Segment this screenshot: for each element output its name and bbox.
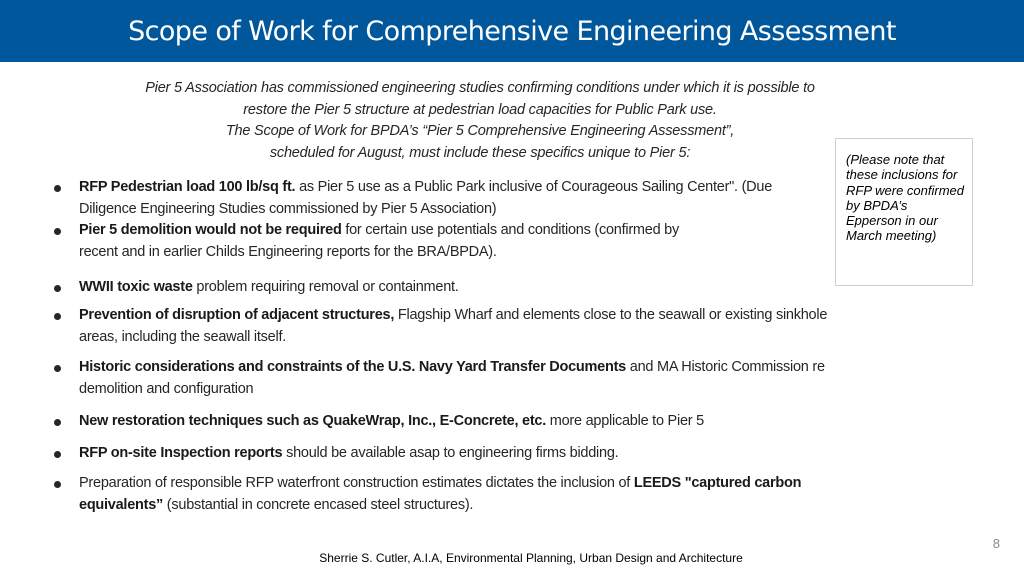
bullet-text: as Pier 5 use as a Public Park inclusive of Courageous Sailing Center". (Due Diligence Engineering Studies commissioned by Pier 5 Association) [79,179,773,217]
list-item [50,473,829,516]
bullet-text: problem requiring removal or containment. [192,279,459,295]
note-callout-box [835,138,973,286]
bullet-bold: WWII toxic waste [79,279,193,295]
bullet-bold: Historic considerations and constraints of the U.S. Navy Yard Transfer Documents [79,359,626,375]
bullet-icon [54,313,61,320]
slide-title: Scope of Work for Comprehensive Engineering Assessment [128,15,896,47]
intro-line: Pier 5 Association has commissioned engineering studies confirming conditions under which it is possible to [145,80,815,96]
bullet-text: (substantial in concrete encased steel structures). [163,496,474,513]
bullet-bold: RFP Pedestrian load 100 lb/sq ft. [79,179,296,195]
bullet-icon [54,185,61,192]
bullet-lead: Preparation of responsible RFP waterfront construction estimates dictates the inclusion of [79,475,634,491]
bullet-text: should be available asap to engineering firms bidding. [282,445,619,461]
bullet-bold: Prevention of disruption of adjacent structures, [79,307,395,323]
bullet-icon [54,228,61,235]
bullet-icon [54,365,61,372]
bullet-bold: LEEDS "captured carbon equivalents” [79,475,802,513]
bullet-icon [54,285,61,292]
intro-line: The Scope of Work for BPDA’s “Pier 5 Comprehensive Engineering Assessment”, [225,123,735,139]
list-item [50,177,779,220]
intro-line: restore the Pier 5 structure at pedestrian load capacities for Public Park use. [243,101,717,118]
bullet-text: more applicable to Pier 5 [546,413,704,429]
bullet-bold: RFP on-site Inspection reports [79,445,283,461]
intro-paragraph [40,78,920,164]
list-item [50,443,869,465]
note-text: (Please note that these inclusions for RFP were confirmed by BPDA’s Epperson in our March meeting) [846,152,964,244]
bullet-icon [54,419,61,426]
bullet-text: and MA Historic Commission re demolition and configuration [79,359,825,397]
bullet-icon [54,481,61,488]
list-item [50,357,849,400]
intro-line: scheduled for August, must include these specifics unique to Pier 5: [269,144,691,161]
list-item [50,220,719,263]
bullet-text: Flagship Wharf and elements close to the seawall or existing sinkhole areas, including the seawall itself. [79,307,828,345]
page-number: 8 [992,536,1000,551]
bullet-bold: Pier 5 demolition would not be required [79,222,342,238]
list-item [50,411,869,433]
footer-credit: Sherrie S. Cutler, A.I.A, Environmental Planning, Urban Design and Architecture [319,551,743,565]
slide-title-bar [0,0,1024,62]
list-item [50,277,869,299]
bullet-bold: New restoration techniques such as QuakeWrap, Inc., E-Concrete, etc. [79,413,547,429]
bullet-text: for certain use potentials and conditions (confirmed by recent and in earlier Childs Engineering reports for the BRA/BPDA). [79,222,679,260]
list-item [50,305,869,348]
bullet-icon [54,451,61,458]
